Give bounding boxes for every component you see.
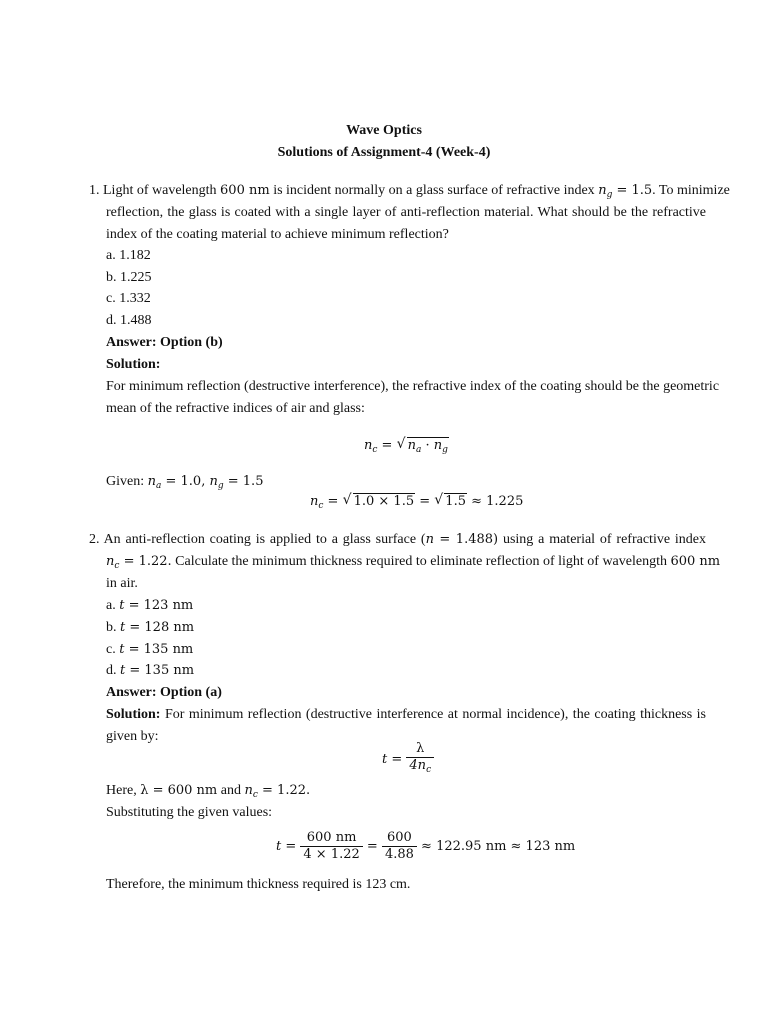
q1-equation-1: $n_c$ = √ $n_a \cdot n_g$ (364, 438, 449, 455)
q2-answer: Answer: Option (a) (106, 685, 222, 700)
q1-line-3: index of the coating material to achieve minimum reflection? (106, 227, 449, 242)
q2-here-line: Here, λ = 600 nm and $n_c = 1.22$. (106, 783, 311, 800)
q1-option-a: a. 1.182 (106, 248, 151, 263)
q2-substitute-line: Substituting the given values: (106, 805, 273, 820)
q2-conclusion: Therefore, the minimum thickness required is 123 cm. (106, 877, 411, 892)
q1-option-d: d. 1.488 (106, 313, 152, 328)
q1-answer: Answer: Option (b) (106, 335, 223, 350)
q2-option-d: d. t = 135 nm (106, 663, 195, 678)
q1-solution-line-2: mean of the refractive indices of air and glass: (106, 401, 365, 416)
q2-option-a: a. t = 123 nm (106, 598, 194, 613)
q2-line-2: $n_c = 1.22$. Calculate the minimum thickness required to eliminate reflection of light of wavelength 600 nm (106, 554, 721, 571)
q1-line-2: reflection, the glass is coated with a single layer of anti-reflection material. What should be the refractive (106, 205, 706, 220)
q1-solution-label: Solution: (106, 357, 161, 372)
q1-line-1: 1. Light of wavelength 600 nm is incident normally on a glass surface of refractive index $n_g = 1.5$. To minimize (89, 183, 730, 200)
q2-solution-line-2: given by: (106, 729, 159, 744)
doc-subtitle: Solutions of Assignment-4 (Week-4) (277, 145, 491, 160)
q1-option-b: b. 1.225 (106, 270, 152, 285)
q2-solution-line-1: Solution: For minimum reflection (destructive interference at normal incidence), the coating thickness is (106, 707, 706, 722)
doc-title: Wave Optics (346, 123, 422, 138)
q1-given: Given: $n_a = 1.0$, $n_g = 1.5$ (106, 474, 264, 491)
q1-equation-2: $n_c$ = √ 1.0 × 1.5 = √ 1.5 ≈ 1.225 (310, 494, 523, 511)
q2-option-b: b. t = 128 nm (106, 620, 195, 635)
q1-solution-line-1: For minimum reflection (destructive interference), the refractive index of the coating should be the geometric (106, 379, 720, 394)
q2-equation-result: t = $\frac{600 nm}{4 \times 1.22}$ = $\frac{600}{4.88}$ ≈ 122.95 nm ≈ 123 nm (276, 830, 576, 862)
q2-option-c: c. t = 135 nm (106, 642, 194, 657)
q2-line-3: in air. (106, 576, 138, 591)
q2-line-1: 2. An anti-reflection coating is applied to a glass surface (n = 1.488) using a material of refractive index (89, 532, 706, 547)
q1-option-c: c. 1.332 (106, 291, 151, 306)
q2-equation-thickness: t = $\frac{\lambda}{4n_c}$ (382, 741, 434, 778)
